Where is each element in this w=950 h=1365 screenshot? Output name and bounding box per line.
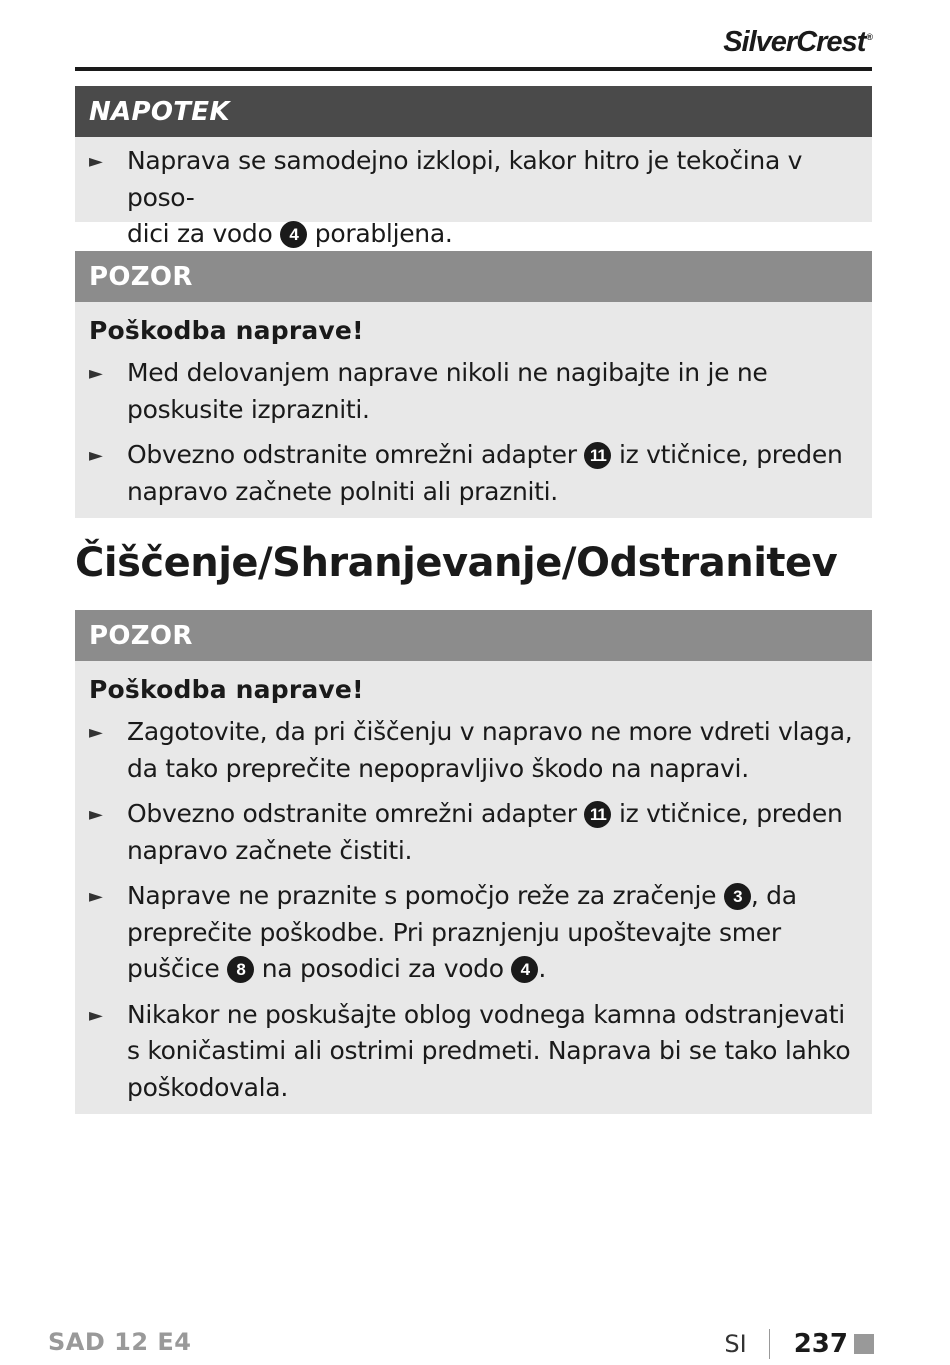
arrow-bullet-icon: ► — [89, 804, 103, 825]
caution-box — [75, 610, 872, 1114]
part-number-badge: 3 — [724, 883, 751, 910]
caution-box-title: POZOR — [75, 610, 872, 661]
footer-page-info — [724, 1326, 874, 1362]
note-box-title: NAPOTEK — [75, 86, 872, 137]
arrow-bullet-icon: ► — [89, 445, 103, 466]
arrow-bullet-icon: ► — [89, 1004, 103, 1026]
part-number-badge: 8 — [227, 956, 254, 983]
list-item: ► Nikakor ne poskušajte oblog vodnega kamna odstranjevati s koničastimi ali ostrimi predmeti. Naprava bi se tako lahko poškodovala. — [89, 997, 854, 1107]
caution-box — [75, 251, 872, 518]
list-item: ► Med delovanjem naprave nikoli ne nagibajte in je ne poskusite izprazniti. — [89, 355, 854, 428]
note-box — [75, 86, 872, 248]
part-number-badge: 4 — [511, 956, 538, 983]
list-item: ► Zagotovite, da pri čiščenju v napravo ne more vdreti vlaga, da tako preprečite nepopravljivo škodo na napravi. — [89, 714, 854, 787]
list-item: ► Obvezno odstranite omrežni adapter 11 iz vtičnice, preden napravo začnete polniti ali prazniti. — [89, 437, 854, 510]
brand-logo: SilverCrest® — [723, 26, 872, 58]
footer-divider — [769, 1329, 770, 1359]
footer-language: SI — [724, 1330, 747, 1358]
caution-subtitle: Poškodba naprave! — [89, 316, 364, 345]
part-number-badge: 4 — [280, 221, 307, 248]
arrow-bullet-icon: ► — [89, 886, 103, 907]
footer-model: SAD 12 E4 — [48, 1328, 192, 1356]
caution-box-title: POZOR — [75, 251, 872, 302]
part-number-badge: 11 — [584, 442, 611, 469]
arrow-bullet-icon: ► — [89, 722, 103, 743]
header-rule — [75, 67, 872, 71]
list-item: ► Naprave ne praznite s pomočjo reže za zračenje 3 , da preprečite poškodbe. Pri praznjenju upoštevajte smer puščice 8 na posodici za vodo 4 . — [89, 878, 854, 988]
list-item: ► Naprava se samodejno izklopi, kakor hitro je tekočina v poso- dici za vodo 4 porabljena. — [89, 143, 854, 253]
caution-subtitle: Poškodba naprave! — [89, 675, 364, 704]
part-number-badge: 11 — [584, 801, 611, 828]
square-marker-icon — [854, 1334, 874, 1354]
arrow-bullet-icon: ► — [89, 151, 103, 172]
section-title: Čiščenje/Shranjevanje/Odstranitev — [75, 540, 838, 586]
list-item: ► Obvezno odstranite omrežni adapter 11 iz vtičnice, preden napravo začnete čistiti. — [89, 796, 854, 869]
page-number: 237 — [793, 1329, 848, 1359]
arrow-bullet-icon: ► — [89, 363, 103, 384]
